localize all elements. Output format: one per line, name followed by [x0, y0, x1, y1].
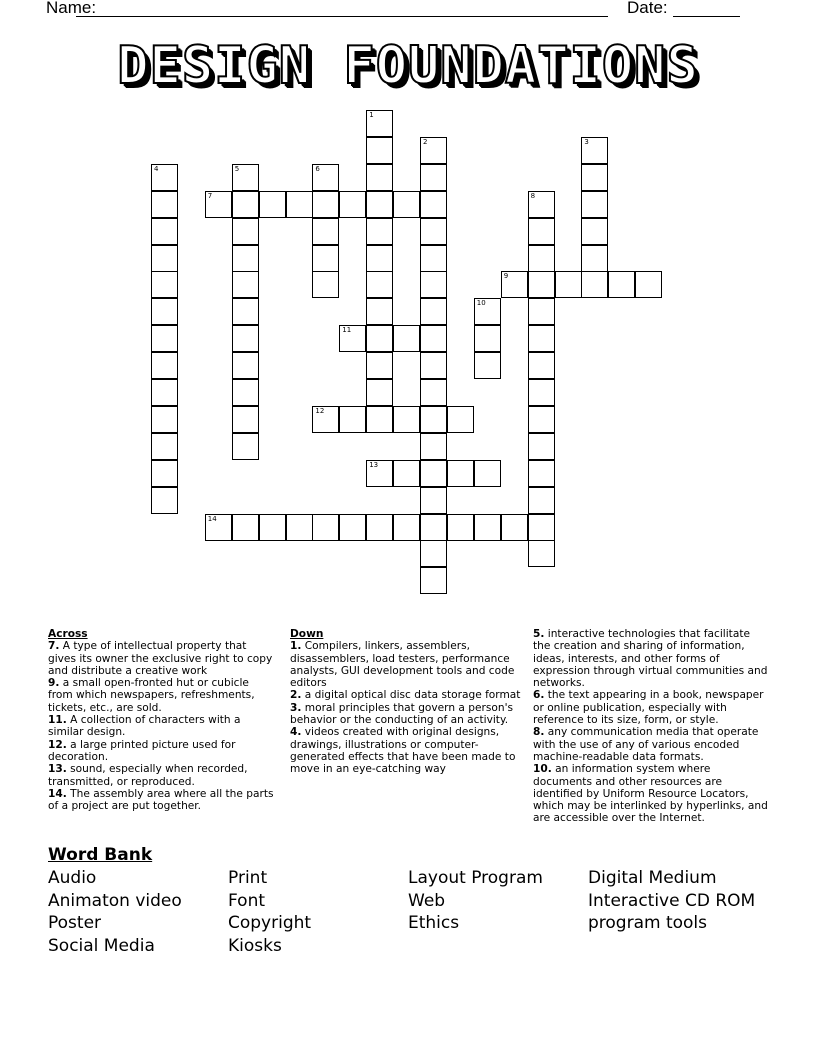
clue-text: any communication media that operate with the use of any of various encoded machine-readable data formats. [533, 726, 759, 763]
grid-cell[interactable] [151, 406, 178, 433]
clue-number: 2. [290, 689, 302, 702]
grid-cell[interactable] [447, 514, 474, 541]
grid-cell[interactable] [339, 325, 366, 352]
grid-cell[interactable] [474, 460, 501, 487]
grid-cell[interactable] [151, 298, 178, 325]
grid-cell[interactable] [259, 191, 286, 218]
grid-cell[interactable] [366, 137, 393, 164]
cell-number: 3 [584, 137, 589, 146]
grid-cell[interactable] [420, 567, 447, 594]
grid-cell[interactable] [366, 245, 393, 272]
grid-cell[interactable] [366, 460, 393, 487]
clue-text: moral principles that govern a person's behavior or the conducting of an activity. [290, 701, 514, 727]
grid-cell[interactable] [528, 406, 555, 433]
grid-cell[interactable] [366, 191, 393, 218]
clue-text: A collection of characters with a similar design. [48, 714, 241, 739]
cell-number: 9 [503, 272, 509, 281]
clue-text: Compilers, linkers, assemblers, disassemblers, load testers, performance analysts, GUI development tools and code editors [290, 640, 515, 690]
clue-text: a large printed picture used for decoration. [48, 738, 236, 763]
grid-cell[interactable] [393, 191, 420, 218]
clue-11 [48, 714, 276, 739]
grid-cell[interactable] [232, 379, 259, 406]
grid-cell[interactable] [366, 406, 393, 433]
word-bank-item: Copyright [228, 913, 312, 934]
word-bank-item: Social Media [48, 935, 155, 956]
word-bank-item: program tools [588, 913, 708, 934]
grid-cell[interactable] [232, 325, 259, 352]
grid-cell[interactable] [393, 514, 420, 541]
grid-cell[interactable] [232, 406, 259, 433]
cell-number: 13 [369, 460, 379, 469]
grid-cell[interactable] [232, 433, 259, 460]
grid-cell[interactable] [528, 191, 555, 218]
clue-10 [533, 763, 769, 824]
clue-number: 5. [533, 628, 545, 640]
cell-number: 2 [423, 137, 428, 146]
clue-text: a small open-fronted hut or cubicle from which newspapers, refreshments, tickets, etc., are sold. [48, 677, 255, 714]
grid-cell[interactable] [420, 245, 447, 272]
grid-cell[interactable] [232, 514, 259, 541]
grid-cell[interactable] [420, 379, 447, 406]
grid-cell[interactable] [528, 352, 555, 379]
grid-cell[interactable] [259, 514, 286, 541]
grid-cell[interactable] [366, 164, 393, 191]
grid-cell[interactable] [528, 271, 555, 298]
grid-cell[interactable] [366, 514, 393, 541]
cell-number: 5 [234, 164, 240, 173]
grid-cell[interactable] [581, 271, 608, 298]
grid-cell[interactable] [528, 298, 555, 325]
grid-cell[interactable] [447, 406, 474, 433]
grid-cell[interactable] [205, 191, 232, 218]
clue-number: 8. [533, 726, 545, 739]
grid-cell[interactable] [339, 191, 366, 218]
grid-cell[interactable] [151, 271, 178, 298]
grid-cell[interactable] [528, 540, 555, 567]
cell-number: 7 [207, 191, 213, 200]
clue-text: a digital optical disc data storage format [301, 689, 521, 702]
grid-cell[interactable] [635, 271, 662, 298]
grid-cell[interactable] [366, 218, 393, 245]
word-bank-title: Word Bank [48, 845, 153, 865]
clue-number: 9. [48, 677, 60, 690]
grid-cell[interactable] [420, 540, 447, 567]
grid-cell[interactable] [420, 298, 447, 325]
clue-number: 3. [290, 701, 302, 714]
clue-text: interactive technologies that facilitate the creation and sharing of information, ideas, interests, and other forms of expression through virtual communities and networks. [533, 628, 768, 690]
across-heading: Across [48, 628, 88, 640]
grid-cell[interactable] [366, 325, 393, 352]
grid-cell[interactable] [232, 298, 259, 325]
clue-13 [48, 763, 276, 788]
clue-5 [533, 628, 769, 689]
clue-number: 14. [48, 787, 67, 800]
word-bank-item: Kiosks [228, 935, 282, 956]
cell-number: 1 [369, 111, 374, 119]
grid-cell[interactable] [312, 271, 339, 298]
word-bank-item: Font [228, 890, 266, 911]
grid-cell[interactable] [420, 514, 447, 541]
cell-number: 6 [315, 164, 320, 173]
grid-cell[interactable] [528, 460, 555, 487]
grid-cell[interactable] [151, 379, 178, 406]
word-bank-item: Audio [48, 868, 97, 888]
clue-12 [48, 739, 276, 764]
grid-cell[interactable] [205, 514, 232, 541]
grid-cell[interactable] [339, 406, 366, 433]
clue-text: A type of intellectual property that gives its owner the exclusive right to copy and distribute a creative work [48, 640, 273, 677]
grid-cell[interactable] [608, 271, 635, 298]
grid-cell[interactable] [420, 325, 447, 352]
grid-cell[interactable] [501, 514, 528, 541]
clue-3 [290, 702, 526, 727]
word-bank-item: Layout Program [408, 868, 543, 888]
grid-cell[interactable] [447, 460, 474, 487]
grid-cell[interactable] [528, 379, 555, 406]
grid-cell[interactable] [151, 460, 178, 487]
grid-cell[interactable] [232, 218, 259, 245]
grid-cell[interactable] [339, 514, 366, 541]
grid-cell[interactable] [420, 352, 447, 379]
clue-text: sound, especially when recorded, transmitted, or reproduced. [48, 763, 248, 788]
word-bank-item: Print [228, 868, 268, 888]
grid-cell[interactable] [232, 191, 259, 218]
clue-1 [290, 640, 526, 689]
grid-cell[interactable] [581, 245, 608, 272]
grid-cell[interactable] [581, 218, 608, 245]
grid-cell[interactable] [420, 137, 447, 164]
name-line[interactable] [76, 16, 608, 17]
grid-cell[interactable] [312, 514, 339, 541]
grid-cell[interactable] [420, 406, 447, 433]
word-bank-item: Digital Medium [588, 868, 717, 888]
grid-cell[interactable] [312, 406, 339, 433]
grid-cell[interactable] [232, 245, 259, 272]
down-clues-continued [533, 628, 769, 825]
grid-cell[interactable] [151, 218, 178, 245]
grid-cell[interactable] [420, 218, 447, 245]
grid-cell[interactable] [581, 164, 608, 191]
cell-number: 4 [154, 164, 159, 173]
grid-cell[interactable] [366, 298, 393, 325]
grid-cell[interactable] [232, 164, 259, 191]
grid-cell[interactable] [393, 406, 420, 433]
clue-7 [48, 640, 276, 677]
word-bank-item: Poster [48, 913, 102, 934]
clue-number: 7. [48, 640, 60, 653]
grid-cell[interactable] [151, 164, 178, 191]
grid-cell[interactable] [312, 218, 339, 245]
grid-cell[interactable] [420, 164, 447, 191]
word-bank-item: Interactive CD ROM [588, 890, 756, 911]
grid-cell[interactable] [393, 460, 420, 487]
grid-cell[interactable] [151, 245, 178, 272]
cell-number: 14 [207, 514, 217, 523]
grid-cell[interactable] [528, 433, 555, 460]
grid-cell[interactable] [151, 191, 178, 218]
clue-9 [48, 677, 276, 714]
cell-number: 11 [342, 326, 352, 335]
clue-text: an information system where documents and other resources are identified by Uniform Resource Locators, which may be interlinked by hyperlinks, and are accessible over the Internet. [533, 763, 768, 825]
date-label: Date: [627, 0, 668, 17]
across-clues [48, 628, 276, 812]
page-title: DESIGN FOUNDATIONS [117, 36, 699, 96]
clue-4 [290, 726, 526, 775]
cell-number: 8 [530, 191, 536, 200]
word-bank-item: Animaton video [48, 890, 182, 911]
grid-cell[interactable] [232, 271, 259, 298]
grid-cell[interactable] [420, 271, 447, 298]
date-line[interactable] [673, 16, 740, 17]
clue-number: 13. [48, 763, 67, 776]
grid-cell[interactable] [312, 245, 339, 272]
cell-number: 12 [315, 406, 325, 415]
down-heading: Down [290, 628, 324, 640]
grid-cell[interactable] [366, 379, 393, 406]
grid-cell[interactable] [286, 191, 313, 218]
down-clues [290, 628, 526, 776]
grid-cell[interactable] [420, 487, 447, 514]
clue-number: 10. [533, 763, 552, 776]
grid-cell[interactable] [151, 325, 178, 352]
clue-6 [533, 689, 769, 726]
grid-cell[interactable] [474, 298, 501, 325]
grid-cell[interactable] [366, 352, 393, 379]
clue-number: 4. [290, 726, 302, 739]
grid-cell[interactable] [581, 137, 608, 164]
grid-cell[interactable] [312, 164, 339, 191]
name-label: Name: [46, 0, 97, 17]
clue-8 [533, 726, 769, 763]
grid-cell[interactable] [151, 352, 178, 379]
clue-text: the text appearing in a book, newspaper or online publication, especially with reference to its size, form, or style. [533, 689, 764, 727]
grid-cell[interactable] [151, 487, 178, 514]
cell-number: 10 [476, 299, 486, 308]
grid-cell[interactable] [528, 487, 555, 514]
clue-number: 12. [48, 738, 67, 751]
grid-cell[interactable] [151, 433, 178, 460]
grid-cell[interactable] [501, 271, 528, 298]
clue-text: videos created with original designs, drawings, illustrations or computer-generated effects that have been made to move in an eye-catching way [290, 726, 516, 776]
grid-cell[interactable] [366, 110, 393, 137]
word-bank-item: Web [408, 890, 446, 911]
grid-cell[interactable] [474, 352, 501, 379]
grid-cell[interactable] [528, 218, 555, 245]
grid-cell[interactable] [312, 191, 339, 218]
clue-number: 11. [48, 714, 67, 727]
grid-cell[interactable] [232, 352, 259, 379]
grid-cell[interactable] [286, 514, 313, 541]
grid-cell[interactable] [420, 460, 447, 487]
grid-cell[interactable] [393, 325, 420, 352]
grid-cell[interactable] [420, 191, 447, 218]
grid-cell[interactable] [528, 325, 555, 352]
grid-cell[interactable] [420, 433, 447, 460]
grid-cell[interactable] [528, 514, 555, 541]
clue-number: 1. [290, 640, 302, 653]
clue-14 [48, 788, 276, 813]
word-bank-item: Ethics [408, 913, 460, 934]
grid-cell[interactable] [474, 325, 501, 352]
grid-cell[interactable] [528, 245, 555, 272]
grid-cell[interactable] [581, 191, 608, 218]
grid-cell[interactable] [366, 271, 393, 298]
clue-2 [290, 689, 526, 701]
clue-number: 6. [533, 689, 545, 702]
grid-cell[interactable] [555, 271, 582, 298]
grid-cell[interactable] [474, 514, 501, 541]
clue-text: The assembly area where all the parts of a project are put together. [48, 787, 274, 813]
